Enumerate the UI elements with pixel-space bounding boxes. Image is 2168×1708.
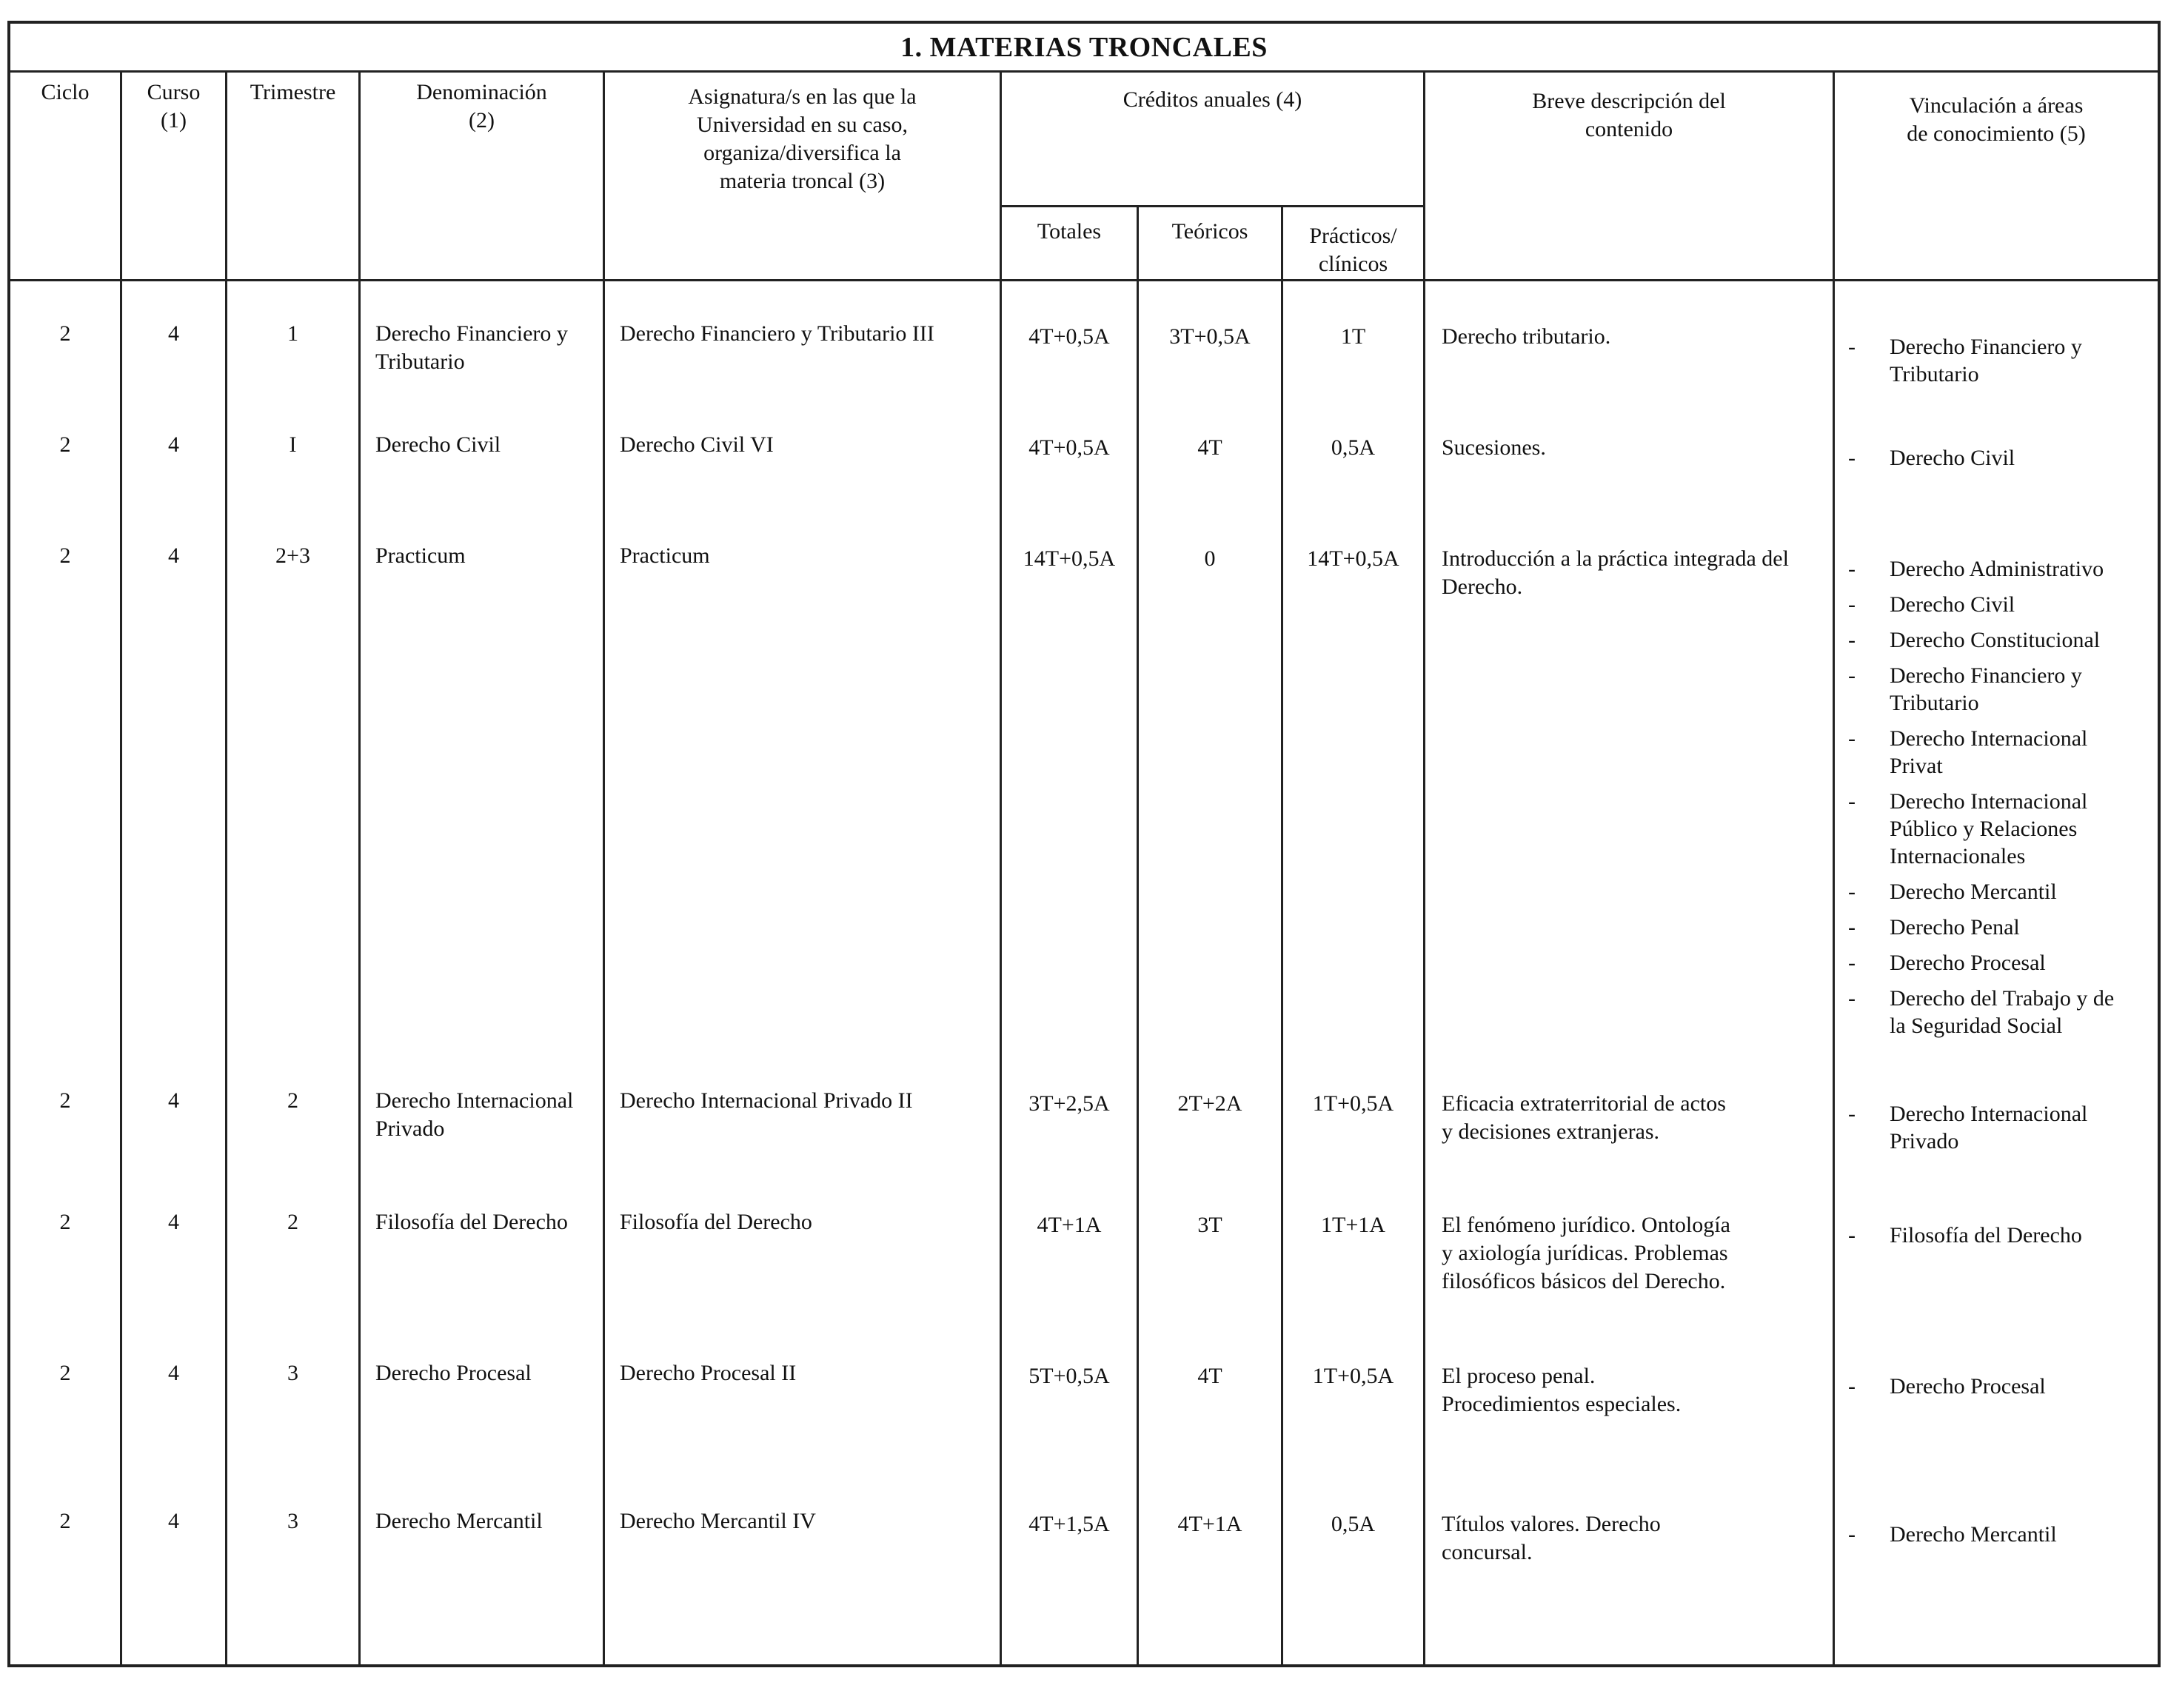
- list-item: [1842, 788, 2153, 870]
- cell-trimestre: 2+3: [275, 543, 310, 568]
- cell-denominacion: Derecho Civil: [375, 432, 501, 457]
- cell-ciclo: 2: [59, 1509, 71, 1533]
- dash-bullet-icon: -: [1848, 1374, 1856, 1399]
- area-label: Derecho Civil: [1890, 592, 2015, 617]
- cell-curso: 4: [168, 1088, 179, 1113]
- area-label: Derecho Civil: [1890, 446, 2015, 470]
- cell-practicos: 1T+0,5A: [1312, 1091, 1394, 1116]
- cell-teoricos: 2T+2A: [1177, 1091, 1242, 1116]
- cell-practicos: 1T+0,5A: [1312, 1364, 1394, 1388]
- cell-asignatura: Derecho Internacional Privado II: [620, 1088, 913, 1113]
- list-item: [1842, 1373, 2153, 1400]
- cell-vinculacion-areas: [1842, 555, 2153, 1048]
- dash-bullet-icon: -: [1848, 789, 1856, 814]
- cell-descripcion: Sucesiones.: [1442, 435, 1546, 460]
- cell-totales: 4T+0,5A: [1028, 435, 1110, 460]
- dash-bullet-icon: -: [1848, 335, 1856, 359]
- cell-practicos: 14T+0,5A: [1307, 546, 1399, 571]
- area-label: Filosofía del Derecho: [1890, 1223, 2082, 1247]
- cell-descripcion: El fenómeno jurídico. Ontología y axiología jurídicas. Problemas filosóficos básicos del Derecho.: [1442, 1213, 1730, 1293]
- area-label: Derecho del Trabajo y de la Seguridad Social: [1890, 986, 2115, 1038]
- cell-totales: 3T+2,5A: [1028, 1091, 1110, 1116]
- dash-bullet-icon: -: [1848, 557, 1856, 581]
- cell-curso: 4: [168, 543, 179, 568]
- cell-trimestre: 1: [287, 321, 298, 346]
- cell-denominacion: Derecho Financiero y Tributario: [375, 321, 568, 374]
- materias-troncales-table: [7, 21, 2161, 1667]
- areas-list: [1842, 1373, 2153, 1400]
- header-creditos-anuales: Créditos anuales (4): [1123, 87, 1302, 112]
- cell-trimestre: I: [289, 432, 297, 457]
- column-divider: [1423, 73, 1425, 1667]
- column-divider: [1281, 207, 1283, 1667]
- cell-totales: 4T+1,5A: [1028, 1512, 1110, 1536]
- cell-descripcion: Introducción a la práctica integrada del Derecho.: [1442, 546, 1789, 599]
- cell-vinculacion-areas: [1842, 1521, 2153, 1556]
- column-divider: [603, 73, 605, 1667]
- cell-practicos: 1T: [1340, 324, 1366, 349]
- cell-descripcion: Eficacia extraterritorial de actos y decisiones extranjeras.: [1442, 1091, 1726, 1144]
- cell-curso: 4: [168, 1210, 179, 1234]
- header-curso: Curso (1): [147, 80, 201, 133]
- area-label: Derecho Constitucional: [1890, 628, 2101, 652]
- cell-vinculacion-areas: [1842, 1373, 2153, 1408]
- list-item: [1842, 1100, 2153, 1155]
- cell-vinculacion-areas: [1842, 333, 2153, 396]
- areas-list: [1842, 555, 2153, 1039]
- header-bottom-rule: [10, 279, 2158, 281]
- dash-bullet-icon: -: [1848, 726, 1856, 751]
- list-item: [1842, 725, 2153, 780]
- areas-list: [1842, 1521, 2153, 1548]
- cell-teoricos: 4T: [1197, 1364, 1222, 1388]
- cell-vinculacion-areas: [1842, 444, 2153, 480]
- dash-bullet-icon: -: [1848, 1102, 1856, 1126]
- cell-descripcion: Títulos valores. Derecho concursal.: [1442, 1512, 1661, 1564]
- cell-teoricos: 3T: [1197, 1213, 1222, 1237]
- cell-denominacion: Derecho Internacional Privado: [375, 1088, 574, 1141]
- list-item: [1842, 878, 2153, 905]
- cell-denominacion: Derecho Mercantil: [375, 1509, 543, 1533]
- header-breve-descripcion: Breve descripción del contenido: [1532, 89, 1726, 141]
- cell-descripcion: Derecho tributario.: [1442, 324, 1611, 349]
- cell-ciclo: 2: [59, 543, 71, 568]
- dash-bullet-icon: -: [1848, 1522, 1856, 1547]
- area-label: Derecho Financiero y Tributario: [1890, 663, 2082, 715]
- areas-list: [1842, 1100, 2153, 1155]
- cell-asignatura: Filosofía del Derecho: [620, 1210, 812, 1234]
- cell-totales: 14T+0,5A: [1023, 546, 1116, 571]
- areas-list: [1842, 333, 2153, 388]
- cell-asignatura: Derecho Civil VI: [620, 432, 774, 457]
- header-asignatura: Asignatura/s en las que la Universidad en su caso, organiza/diversifica la materia troncal (3): [688, 84, 917, 193]
- column-divider: [225, 73, 227, 1667]
- cell-trimestre: 2: [287, 1088, 298, 1113]
- cell-teoricos: 4T: [1197, 435, 1222, 460]
- header-vinculacion-areas: Vinculación a áreas de conocimiento (5): [1907, 93, 2086, 146]
- cell-curso: 4: [168, 1361, 179, 1385]
- area-label: Derecho Penal: [1890, 915, 2020, 940]
- cell-practicos: 1T+1A: [1321, 1213, 1385, 1237]
- area-label: Derecho Mercantil: [1890, 1522, 2057, 1547]
- cell-curso: 4: [168, 432, 179, 457]
- credits-header-divider: [1000, 205, 1423, 207]
- column-divider: [358, 73, 361, 1667]
- area-label: Derecho Internacional Público y Relaciones Internacionales: [1890, 789, 2088, 868]
- dash-bullet-icon: -: [1848, 1223, 1856, 1247]
- cell-ciclo: 2: [59, 432, 71, 457]
- cell-curso: 4: [168, 321, 179, 346]
- list-item: [1842, 591, 2153, 618]
- header-practicos-clinicos: Prácticos/ clínicos: [1309, 224, 1397, 276]
- list-item: [1842, 444, 2153, 472]
- list-item: [1842, 1222, 2153, 1249]
- cell-asignatura: Derecho Financiero y Tributario III: [620, 321, 934, 346]
- dash-bullet-icon: -: [1848, 446, 1856, 470]
- cell-totales: 4T+0,5A: [1028, 324, 1110, 349]
- header-totales: Totales: [1037, 219, 1102, 244]
- dash-bullet-icon: -: [1848, 986, 1856, 1011]
- cell-teoricos: 3T+0,5A: [1169, 324, 1251, 349]
- dash-bullet-icon: -: [1848, 915, 1856, 940]
- header-denominacion: Denominación (2): [416, 80, 547, 133]
- cell-asignatura: Derecho Mercantil IV: [620, 1509, 816, 1533]
- list-item: [1842, 914, 2153, 941]
- cell-vinculacion-areas: [1842, 1100, 2153, 1163]
- cell-ciclo: 2: [59, 1210, 71, 1234]
- areas-list: [1842, 1222, 2153, 1249]
- cell-denominacion: Filosofía del Derecho: [375, 1210, 568, 1234]
- list-item: [1842, 333, 2153, 388]
- cell-totales: 5T+0,5A: [1028, 1364, 1110, 1388]
- cell-ciclo: 2: [59, 1088, 71, 1113]
- area-label: Derecho Internacional Privat: [1890, 726, 2088, 778]
- area-label: Derecho Internacional Privado: [1890, 1102, 2088, 1153]
- cell-asignatura: Derecho Procesal II: [620, 1361, 797, 1385]
- cell-ciclo: 2: [59, 1361, 71, 1385]
- cell-totales: 4T+1A: [1037, 1213, 1102, 1237]
- cell-vinculacion-areas: [1842, 1222, 2153, 1257]
- list-item: [1842, 662, 2153, 717]
- cell-curso: 4: [168, 1509, 179, 1533]
- column-divider: [1833, 73, 1835, 1667]
- cell-denominacion: Practicum: [375, 543, 466, 568]
- list-item: [1842, 1521, 2153, 1548]
- area-label: Derecho Financiero y Tributario: [1890, 335, 2082, 386]
- list-item: [1842, 626, 2153, 654]
- cell-trimestre: 2: [287, 1210, 298, 1234]
- cell-teoricos: 4T+1A: [1177, 1512, 1242, 1536]
- column-divider: [1137, 207, 1139, 1667]
- cell-trimestre: 3: [287, 1361, 298, 1385]
- cell-teoricos: 0: [1204, 546, 1216, 571]
- list-item: [1842, 949, 2153, 977]
- dash-bullet-icon: -: [1848, 663, 1856, 688]
- cell-descripcion: El proceso penal. Procedimientos especiales.: [1442, 1364, 1682, 1416]
- header-ciclo: Ciclo: [41, 80, 90, 104]
- column-divider: [120, 73, 122, 1667]
- dash-bullet-icon: -: [1848, 880, 1856, 904]
- area-label: Derecho Procesal: [1890, 1374, 2046, 1399]
- cell-asignatura: Practicum: [620, 543, 710, 568]
- dash-bullet-icon: -: [1848, 951, 1856, 975]
- cell-trimestre: 3: [287, 1509, 298, 1533]
- cell-denominacion: Derecho Procesal: [375, 1361, 532, 1385]
- header-trimestre: Trimestre: [250, 80, 336, 104]
- area-label: Derecho Administrativo: [1890, 557, 2104, 581]
- area-label: Derecho Procesal: [1890, 951, 2046, 975]
- cell-practicos: 0,5A: [1331, 1512, 1376, 1536]
- column-divider: [1000, 73, 1002, 1667]
- header-teoricos: Teóricos: [1171, 219, 1248, 244]
- cell-ciclo: 2: [59, 321, 71, 346]
- area-label: Derecho Mercantil: [1890, 880, 2057, 904]
- list-item: [1842, 555, 2153, 583]
- areas-list: [1842, 444, 2153, 472]
- dash-bullet-icon: -: [1848, 592, 1856, 617]
- list-item: [1842, 985, 2153, 1039]
- table-title: 1. MATERIAS TRONCALES: [10, 24, 2158, 73]
- cell-practicos: 0,5A: [1331, 435, 1376, 460]
- dash-bullet-icon: -: [1848, 628, 1856, 652]
